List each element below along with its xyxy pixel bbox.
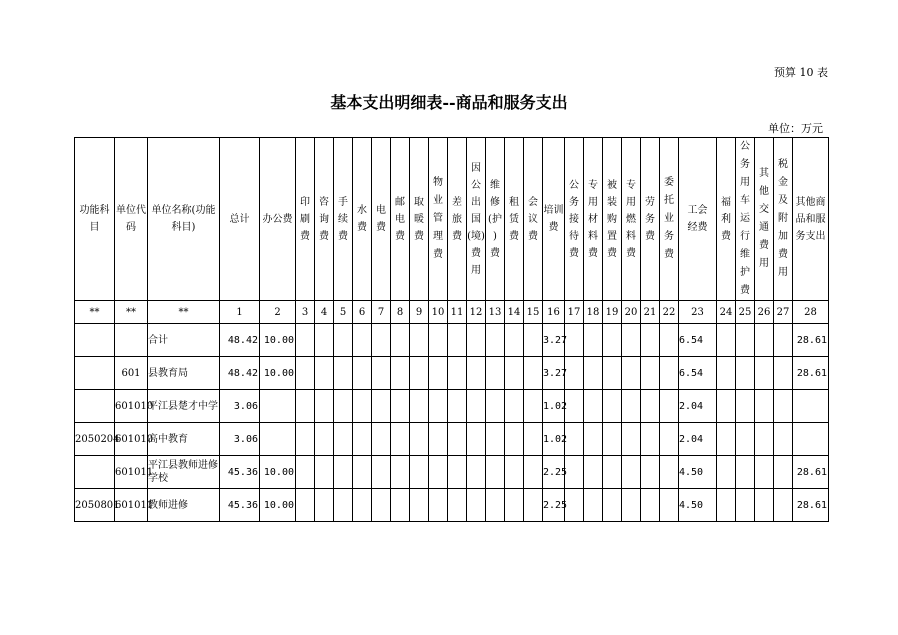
table-cell bbox=[755, 456, 774, 489]
unit-code-cell: 601010 bbox=[115, 390, 148, 423]
table-cell bbox=[334, 357, 353, 390]
table-cell bbox=[641, 489, 660, 522]
table-cell bbox=[660, 456, 679, 489]
table-cell bbox=[372, 390, 391, 423]
table-cell bbox=[524, 423, 543, 456]
table-cell bbox=[486, 423, 505, 456]
table-cell bbox=[372, 423, 391, 456]
column-header: 电 费 bbox=[372, 138, 391, 301]
table-cell bbox=[353, 390, 372, 423]
table-cell bbox=[565, 456, 584, 489]
table-cell bbox=[565, 390, 584, 423]
table-cell bbox=[315, 357, 334, 390]
column-number: 28 bbox=[793, 301, 829, 324]
table-cell bbox=[467, 456, 486, 489]
table-cell bbox=[565, 489, 584, 522]
column-header: 总计 bbox=[220, 138, 260, 301]
office-fee-cell bbox=[260, 423, 296, 456]
table-cell bbox=[315, 489, 334, 522]
union-fee-cell: 6.54 bbox=[679, 357, 717, 390]
column-header: 物 业 管 理 费 bbox=[429, 138, 448, 301]
column-number: ** bbox=[115, 301, 148, 324]
table-cell bbox=[296, 489, 315, 522]
office-fee-cell bbox=[260, 390, 296, 423]
table-cell bbox=[584, 423, 603, 456]
column-header: 会 议 费 bbox=[524, 138, 543, 301]
column-header: 印 刷 费 bbox=[296, 138, 315, 301]
table-cell bbox=[448, 357, 467, 390]
table-cell bbox=[467, 489, 486, 522]
table-cell bbox=[736, 456, 755, 489]
office-fee-cell: 10.00 bbox=[260, 489, 296, 522]
column-header: 公 务 用 车 运 行 维 护 费 bbox=[736, 138, 755, 301]
table-cell bbox=[641, 423, 660, 456]
table-cell bbox=[584, 324, 603, 357]
column-header: 培训 费 bbox=[543, 138, 565, 301]
table-cell bbox=[622, 423, 641, 456]
column-header: 其他商 品和服 务支出 bbox=[793, 138, 829, 301]
union-fee-cell: 2.04 bbox=[679, 390, 717, 423]
column-number: 8 bbox=[391, 301, 410, 324]
table-cell bbox=[410, 390, 429, 423]
total-cell: 45.36 bbox=[220, 456, 260, 489]
unit-name-cell: 高中教育 bbox=[148, 423, 220, 456]
office-fee-cell: 10.00 bbox=[260, 324, 296, 357]
column-header: 委 托 业 务 费 bbox=[660, 138, 679, 301]
other-expense-cell: 28.61 bbox=[793, 324, 829, 357]
table-cell bbox=[334, 489, 353, 522]
table-cell bbox=[448, 423, 467, 456]
table-cell bbox=[505, 390, 524, 423]
table-cell bbox=[755, 390, 774, 423]
union-fee-cell: 6.54 bbox=[679, 324, 717, 357]
table-cell bbox=[467, 357, 486, 390]
column-number: 10 bbox=[429, 301, 448, 324]
table-cell bbox=[641, 456, 660, 489]
column-header: 单位代 码 bbox=[115, 138, 148, 301]
table-cell bbox=[717, 423, 736, 456]
table-cell bbox=[603, 390, 622, 423]
column-number: 17 bbox=[565, 301, 584, 324]
unit-name-cell: 平江县教师进修学校 bbox=[148, 456, 220, 489]
table-row bbox=[75, 423, 829, 456]
union-fee-cell: 4.50 bbox=[679, 456, 717, 489]
table-cell bbox=[660, 423, 679, 456]
table-cell bbox=[372, 357, 391, 390]
table-cell bbox=[660, 324, 679, 357]
column-number-row bbox=[75, 301, 829, 324]
column-number: 12 bbox=[467, 301, 486, 324]
table-cell bbox=[410, 423, 429, 456]
form-number: 预算 10 表 bbox=[774, 66, 828, 79]
column-header: 手 续 费 bbox=[334, 138, 353, 301]
column-number: 5 bbox=[334, 301, 353, 324]
table-cell bbox=[755, 423, 774, 456]
table-cell bbox=[603, 456, 622, 489]
table-cell bbox=[584, 489, 603, 522]
table-cell bbox=[296, 423, 315, 456]
union-fee-cell: 2.04 bbox=[679, 423, 717, 456]
table-cell bbox=[755, 489, 774, 522]
column-header: 专用 材料 费 bbox=[584, 138, 603, 301]
table-cell bbox=[774, 423, 793, 456]
training-fee-cell: 3.27 bbox=[543, 324, 565, 357]
unit-name-cell: 县教育局 bbox=[148, 357, 220, 390]
table-cell bbox=[565, 324, 584, 357]
table-cell bbox=[774, 489, 793, 522]
column-number: 24 bbox=[717, 301, 736, 324]
total-cell: 48.42 bbox=[220, 357, 260, 390]
table-cell bbox=[467, 324, 486, 357]
expense-table bbox=[74, 137, 829, 522]
column-number: 26 bbox=[755, 301, 774, 324]
column-number: 16 bbox=[543, 301, 565, 324]
table-cell bbox=[410, 324, 429, 357]
other-expense-cell bbox=[793, 390, 829, 423]
training-fee-cell: 2.25 bbox=[543, 456, 565, 489]
column-number: 9 bbox=[410, 301, 429, 324]
column-header: 取暖费 bbox=[410, 138, 429, 301]
table-cell bbox=[505, 456, 524, 489]
table-cell bbox=[353, 489, 372, 522]
column-header: 维修 (护 ) 费 bbox=[486, 138, 505, 301]
other-expense-cell bbox=[793, 423, 829, 456]
table-cell bbox=[391, 489, 410, 522]
column-header: 公务 接待 费 bbox=[565, 138, 584, 301]
table-cell bbox=[296, 357, 315, 390]
total-cell: 48.42 bbox=[220, 324, 260, 357]
function-code-cell bbox=[75, 456, 115, 489]
function-code-cell bbox=[75, 357, 115, 390]
table-cell bbox=[774, 456, 793, 489]
table-cell bbox=[334, 324, 353, 357]
table-cell bbox=[603, 489, 622, 522]
office-fee-cell: 10.00 bbox=[260, 456, 296, 489]
column-header: 水 费 bbox=[353, 138, 372, 301]
unit-code-cell bbox=[115, 324, 148, 357]
table-cell bbox=[429, 456, 448, 489]
unit-code-cell: 601010 bbox=[115, 423, 148, 456]
office-fee-cell: 10.00 bbox=[260, 357, 296, 390]
column-header: 租 赁 费 bbox=[505, 138, 524, 301]
table-cell bbox=[467, 423, 486, 456]
table-cell bbox=[774, 390, 793, 423]
column-number: 6 bbox=[353, 301, 372, 324]
table-cell bbox=[334, 456, 353, 489]
column-number: 11 bbox=[448, 301, 467, 324]
column-header: 专用 燃料 费 bbox=[622, 138, 641, 301]
total-cell: 3.06 bbox=[220, 423, 260, 456]
table-cell bbox=[622, 324, 641, 357]
table-cell bbox=[448, 390, 467, 423]
table-cell bbox=[315, 390, 334, 423]
table-cell bbox=[524, 456, 543, 489]
unit-label: 单位：万元 bbox=[768, 122, 823, 135]
column-number: 13 bbox=[486, 301, 505, 324]
column-header: 咨 询 费 bbox=[315, 138, 334, 301]
table-cell bbox=[315, 456, 334, 489]
table-cell bbox=[565, 423, 584, 456]
table-cell bbox=[391, 390, 410, 423]
table-cell bbox=[622, 456, 641, 489]
table-cell bbox=[334, 423, 353, 456]
table-cell bbox=[524, 357, 543, 390]
table-cell bbox=[584, 456, 603, 489]
table-cell bbox=[391, 324, 410, 357]
table-cell bbox=[660, 489, 679, 522]
table-cell bbox=[774, 357, 793, 390]
table-cell bbox=[524, 489, 543, 522]
table-cell bbox=[391, 357, 410, 390]
union-fee-cell: 4.50 bbox=[679, 489, 717, 522]
table-cell bbox=[717, 324, 736, 357]
column-number: 19 bbox=[603, 301, 622, 324]
table-cell bbox=[717, 357, 736, 390]
table-row bbox=[75, 357, 829, 390]
table-cell bbox=[448, 456, 467, 489]
table-cell bbox=[622, 390, 641, 423]
table-cell bbox=[736, 489, 755, 522]
unit-code-cell: 601 bbox=[115, 357, 148, 390]
table-cell bbox=[429, 357, 448, 390]
table-cell bbox=[603, 423, 622, 456]
table-cell bbox=[603, 357, 622, 390]
table-cell bbox=[448, 324, 467, 357]
column-header: 因公 出国 (境) 费用 bbox=[467, 138, 486, 301]
table-row bbox=[75, 456, 829, 489]
column-header: 单位名称(功能 科目) bbox=[148, 138, 220, 301]
table-cell bbox=[429, 390, 448, 423]
table-cell bbox=[315, 423, 334, 456]
table-cell bbox=[505, 324, 524, 357]
table-cell bbox=[296, 324, 315, 357]
other-expense-cell: 28.61 bbox=[793, 489, 829, 522]
column-header: 税 金 及 附 加 费 用 bbox=[774, 138, 793, 301]
column-header: 其 他 交 通 费 用 bbox=[755, 138, 774, 301]
function-code-cell: 2050204 bbox=[75, 423, 115, 456]
table-cell bbox=[641, 357, 660, 390]
table-cell bbox=[296, 390, 315, 423]
column-number: 21 bbox=[641, 301, 660, 324]
table-row bbox=[75, 489, 829, 522]
table-cell bbox=[429, 324, 448, 357]
table-cell bbox=[774, 324, 793, 357]
function-code-cell: 2050801 bbox=[75, 489, 115, 522]
table-cell bbox=[717, 390, 736, 423]
column-number: 4 bbox=[315, 301, 334, 324]
column-number: 22 bbox=[660, 301, 679, 324]
unit-name-cell: 合计 bbox=[148, 324, 220, 357]
table-cell bbox=[486, 357, 505, 390]
training-fee-cell: 2.25 bbox=[543, 489, 565, 522]
column-number: 25 bbox=[736, 301, 755, 324]
column-header: 差 旅 费 bbox=[448, 138, 467, 301]
table-cell bbox=[736, 423, 755, 456]
table-cell bbox=[755, 357, 774, 390]
column-header: 工会 经费 bbox=[679, 138, 717, 301]
column-number: 27 bbox=[774, 301, 793, 324]
other-expense-cell: 28.61 bbox=[793, 456, 829, 489]
function-code-cell bbox=[75, 324, 115, 357]
column-number: 23 bbox=[679, 301, 717, 324]
table-cell bbox=[736, 390, 755, 423]
column-number: 7 bbox=[372, 301, 391, 324]
table-cell bbox=[467, 390, 486, 423]
table-cell bbox=[524, 324, 543, 357]
table-cell bbox=[391, 456, 410, 489]
table-cell bbox=[353, 456, 372, 489]
column-header: 办公费 bbox=[260, 138, 296, 301]
header-row bbox=[75, 138, 829, 301]
table-cell bbox=[372, 456, 391, 489]
table-cell bbox=[486, 390, 505, 423]
table-cell bbox=[755, 324, 774, 357]
table-cell bbox=[736, 324, 755, 357]
training-fee-cell: 3.27 bbox=[543, 357, 565, 390]
training-fee-cell: 1.02 bbox=[543, 423, 565, 456]
column-number: 1 bbox=[220, 301, 260, 324]
column-header: 福 利 费 bbox=[717, 138, 736, 301]
table-cell bbox=[334, 390, 353, 423]
table-cell bbox=[372, 324, 391, 357]
table-cell bbox=[660, 357, 679, 390]
table-cell bbox=[622, 489, 641, 522]
table-cell bbox=[486, 456, 505, 489]
table-cell bbox=[410, 456, 429, 489]
table-cell bbox=[486, 324, 505, 357]
table-row bbox=[75, 390, 829, 423]
table-cell bbox=[641, 324, 660, 357]
table-cell bbox=[565, 357, 584, 390]
table-cell bbox=[717, 456, 736, 489]
table-cell bbox=[584, 390, 603, 423]
page-title: 基本支出明细表--商品和服务支出 bbox=[330, 93, 568, 112]
table-cell bbox=[622, 357, 641, 390]
table-cell bbox=[736, 357, 755, 390]
table-cell bbox=[584, 357, 603, 390]
unit-code-cell: 601011 bbox=[115, 456, 148, 489]
column-number: 18 bbox=[584, 301, 603, 324]
table-cell bbox=[524, 390, 543, 423]
column-number: 20 bbox=[622, 301, 641, 324]
table-cell bbox=[505, 489, 524, 522]
table-cell bbox=[429, 489, 448, 522]
column-header: 功能科 目 bbox=[75, 138, 115, 301]
total-cell: 3.06 bbox=[220, 390, 260, 423]
column-number: ** bbox=[148, 301, 220, 324]
unit-name-cell: 教师进修 bbox=[148, 489, 220, 522]
column-number: 14 bbox=[505, 301, 524, 324]
table-cell bbox=[296, 456, 315, 489]
table-cell bbox=[410, 489, 429, 522]
table-cell bbox=[660, 390, 679, 423]
table-cell bbox=[410, 357, 429, 390]
table-cell bbox=[505, 357, 524, 390]
table-cell bbox=[353, 324, 372, 357]
column-number: 3 bbox=[296, 301, 315, 324]
column-header: 邮 电 费 bbox=[391, 138, 410, 301]
column-number: 15 bbox=[524, 301, 543, 324]
function-code-cell bbox=[75, 390, 115, 423]
table-cell bbox=[505, 423, 524, 456]
table-cell bbox=[641, 390, 660, 423]
column-header: 被装 购置 费 bbox=[603, 138, 622, 301]
table-cell bbox=[353, 423, 372, 456]
table-row bbox=[75, 324, 829, 357]
column-number: 2 bbox=[260, 301, 296, 324]
unit-code-cell: 601011 bbox=[115, 489, 148, 522]
table-cell bbox=[391, 423, 410, 456]
unit-name-cell: 平江县楚才中学 bbox=[148, 390, 220, 423]
column-number: ** bbox=[75, 301, 115, 324]
table-cell bbox=[448, 489, 467, 522]
table-cell bbox=[717, 489, 736, 522]
table-cell bbox=[603, 324, 622, 357]
table-cell bbox=[315, 324, 334, 357]
table-cell bbox=[429, 423, 448, 456]
table-cell bbox=[372, 489, 391, 522]
training-fee-cell: 1.02 bbox=[543, 390, 565, 423]
total-cell: 45.36 bbox=[220, 489, 260, 522]
table-cell bbox=[353, 357, 372, 390]
other-expense-cell: 28.61 bbox=[793, 357, 829, 390]
column-header: 劳 务 费 bbox=[641, 138, 660, 301]
table-cell bbox=[486, 489, 505, 522]
